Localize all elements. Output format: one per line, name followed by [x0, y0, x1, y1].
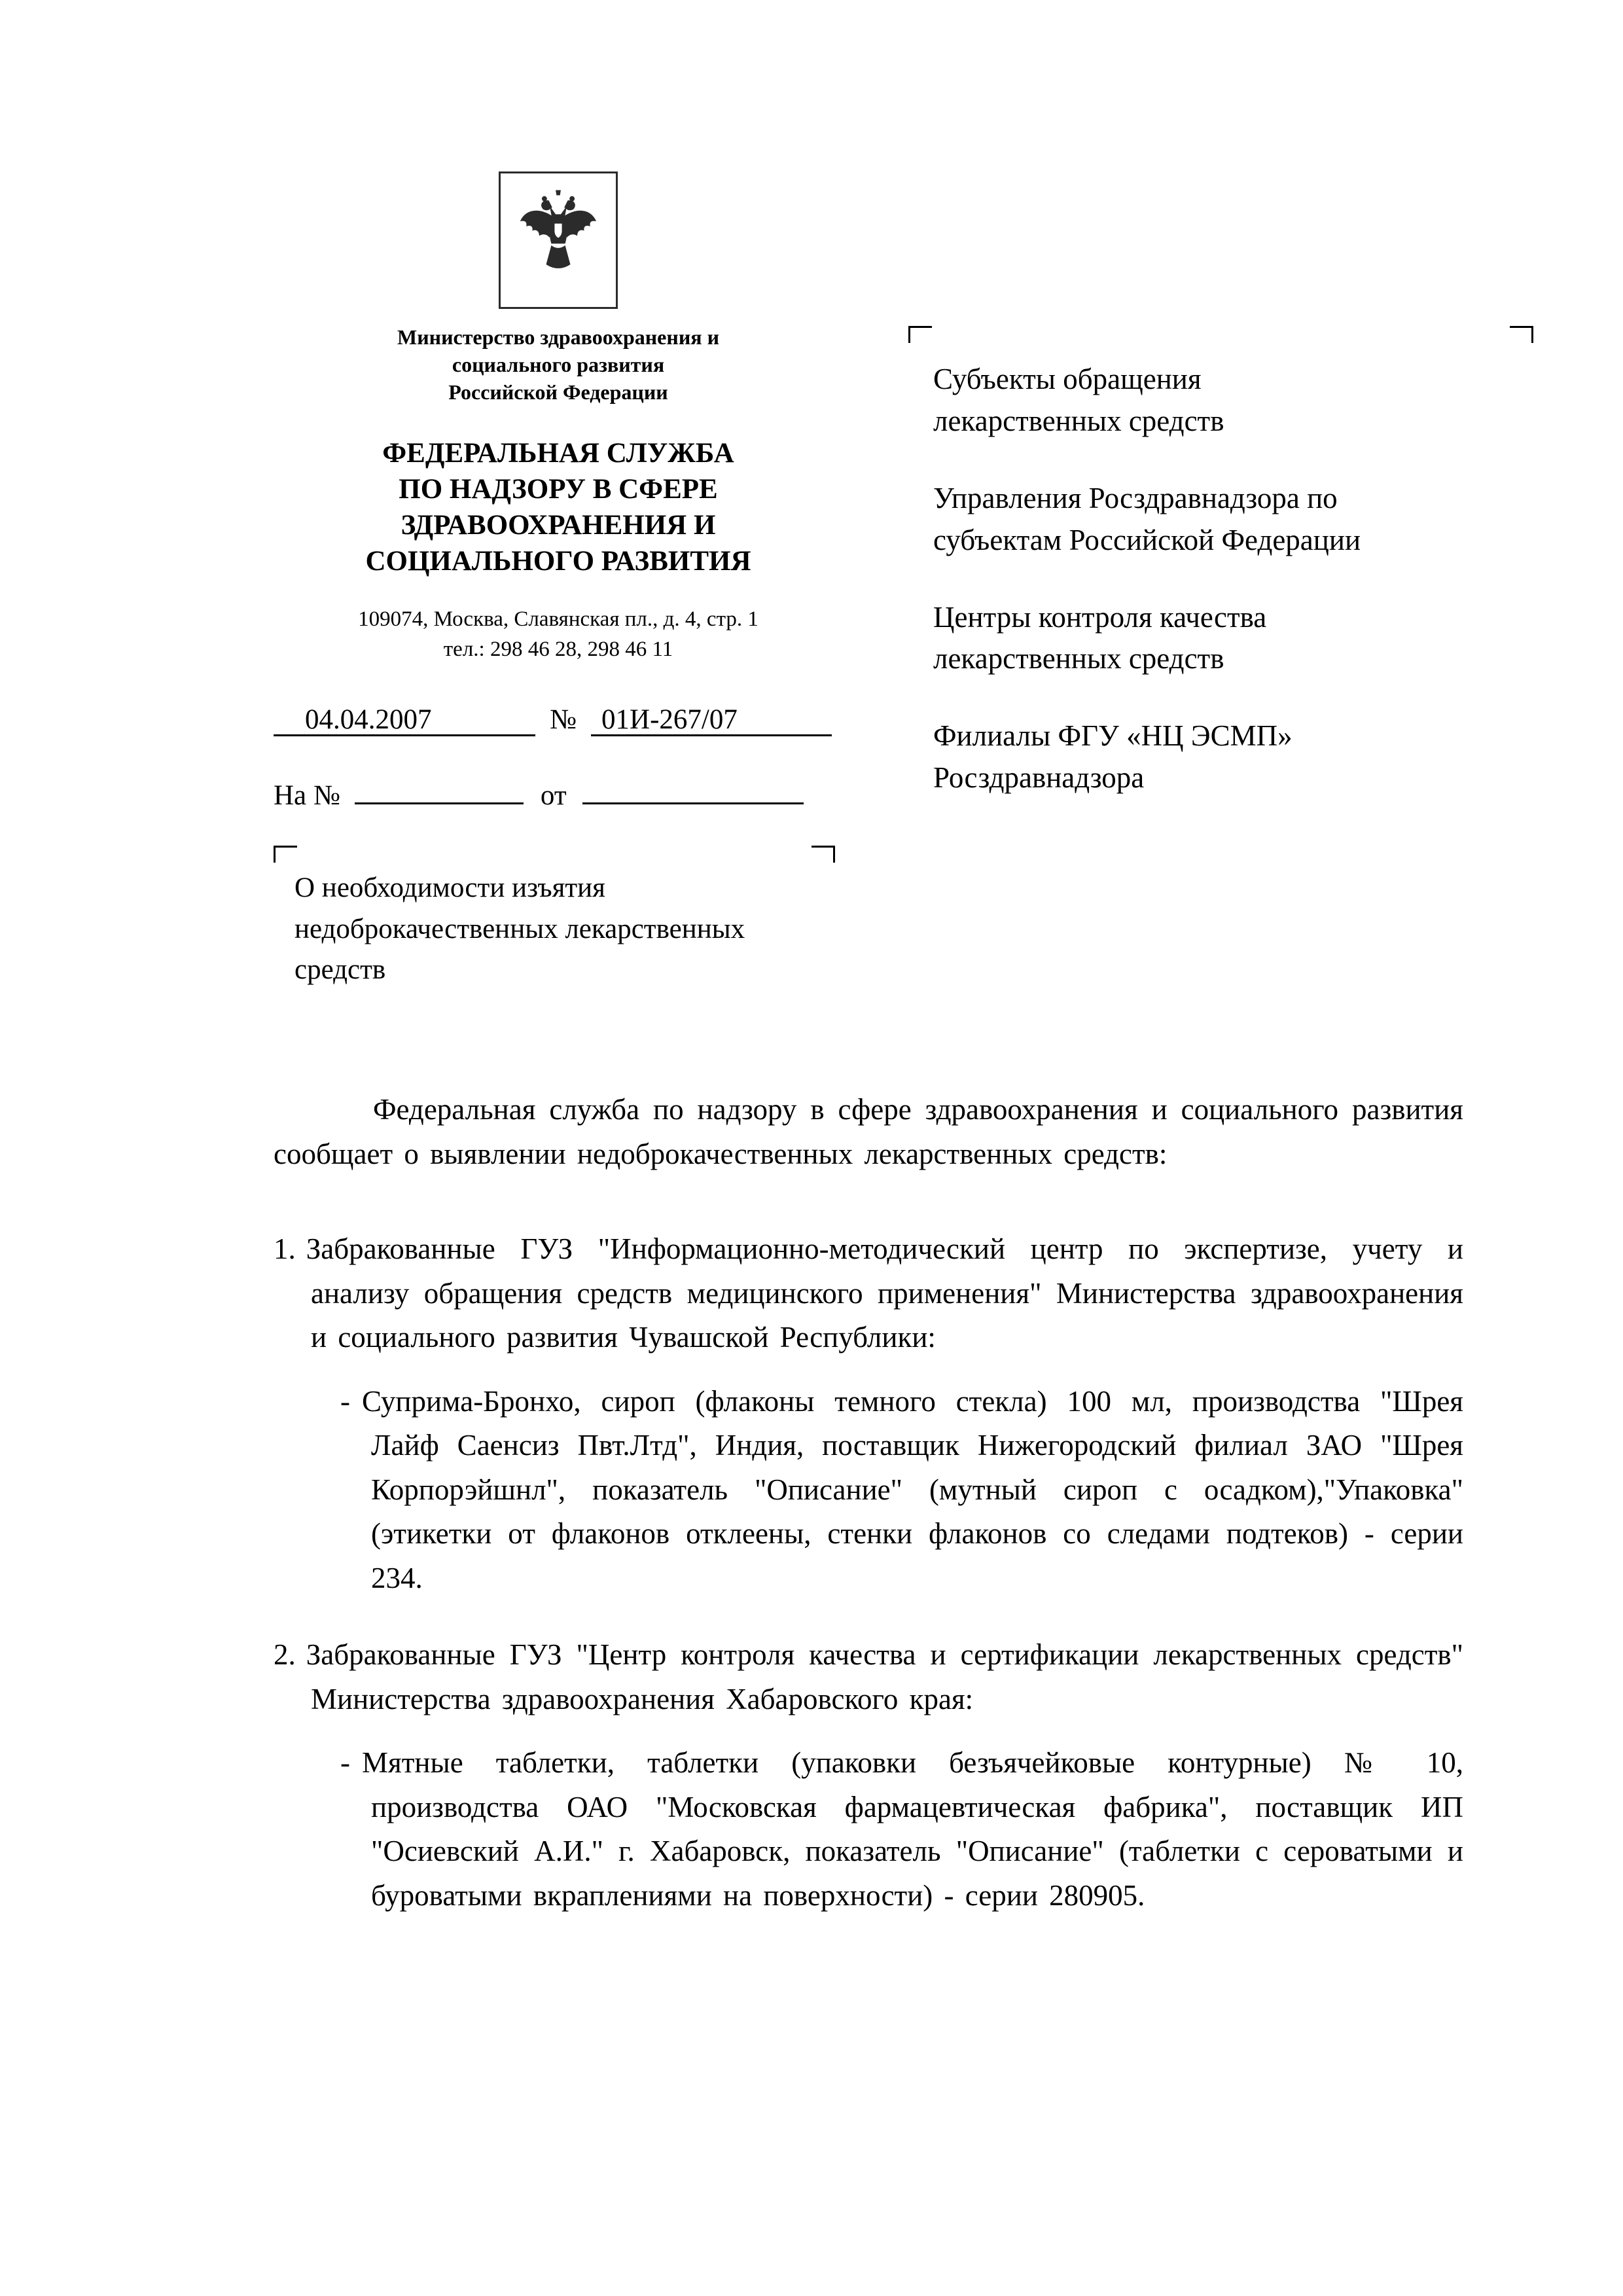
subject-zone	[274, 846, 835, 990]
recipient-line: Росздравнадзора	[933, 761, 1145, 795]
letter-date: 04.04.2007	[274, 704, 535, 736]
postal-address	[274, 604, 843, 664]
corner-mark-icon	[908, 326, 932, 343]
corner-mark-icon	[274, 846, 297, 863]
list-subitem	[340, 1380, 1463, 1601]
russian-coat-of-arms-icon	[515, 188, 601, 293]
letterhead-left-column	[274, 171, 843, 990]
item-text: Забракованные ГУЗ "Центр контроля качества и сертификации лекарственных средств" Министерства здравоохранения Хабаровского края:	[306, 1638, 1463, 1715]
dash-marker: -	[340, 1746, 350, 1779]
recipient-line: лекарственных средств	[933, 404, 1224, 437]
date-and-number-row	[274, 704, 843, 736]
reference-row	[274, 772, 843, 812]
subitem-text: Мятные таблетки, таблетки (упаковки безъячейковые контурные) № 10, производства ОАО "Московская фармацевтическая фабрика", поставщик ИП "Осиевский А.И." г. Хабаровск, показатель "Описание" (таблетки с сероватыми и буроватыми вкраплениями на поверхности) - серии 280905.	[362, 1746, 1463, 1912]
corner-mark-icon	[812, 846, 835, 863]
recipients-column	[908, 326, 1533, 834]
service-line: ПО НАДЗОРУ В СФЕРЕ	[399, 473, 718, 505]
recipient-group	[933, 597, 1533, 681]
ministry-name	[274, 323, 843, 406]
numbered-item	[274, 1633, 1463, 1721]
service-line: ЗДРАВООХРАНЕНИЯ И	[401, 509, 716, 541]
coat-of-arms-box	[499, 171, 618, 309]
ministry-line: Российской Федерации	[448, 380, 668, 404]
ministry-line: социального развития	[452, 353, 665, 377]
recipient-line: субъектам Российской Федерации	[933, 523, 1361, 556]
recipient-line: Центры контроля качества	[933, 600, 1267, 634]
service-line: СОЦИАЛЬНОГО РАЗВИТИЯ	[365, 545, 751, 577]
federal-service-name	[274, 435, 843, 579]
subitem-text: Суприма-Бронхо, сироп (флаконы темного стекла) 100 мл, производства "Шрея Лайф Саенсиз Пвт.Лтд", Индия, поставщик Нижегородский филиал ЗАО "Шрея Корпорэйшнл", показатель "Описание" (мутный сироп с осадком),"Упаковка" (этикетки от флаконов отклеены, стенки флаконов со следами подтеков) - серии 234.	[362, 1384, 1463, 1594]
recipient-line: Филиалы ФГУ «НЦ ЭСМП»	[933, 719, 1293, 753]
letter-number: 01И-267/07	[591, 704, 832, 736]
recipient-group	[933, 478, 1533, 562]
ref-number-blank	[355, 772, 524, 804]
service-line: ФЕДЕРАЛЬНАЯ СЛУЖБА	[382, 437, 734, 469]
letter-subject: О необходимости изъятия недоброкачественных лекарственных средств	[294, 872, 745, 985]
ministry-line: Министерство здравоохранения и	[397, 325, 719, 349]
recipient-group	[933, 359, 1533, 442]
dash-marker: -	[340, 1384, 350, 1418]
ref-date-blank	[582, 772, 804, 804]
item-number: 1.	[274, 1232, 296, 1265]
address-line: 109074, Москва, Славянская пл., д. 4, стр. 1	[358, 607, 758, 631]
recipient-line: Субъекты обращения	[933, 363, 1202, 395]
recipient-group	[933, 715, 1533, 799]
intro-paragraph: Федеральная служба по надзору в сфере здравоохранения и социального развития сообщает о выявлении недоброкачественных лекарственных средств:	[274, 1093, 1463, 1170]
number-sign: №	[550, 704, 577, 736]
numbered-item	[274, 1227, 1463, 1360]
corner-mark-icon	[1510, 326, 1533, 343]
list-subitem	[340, 1741, 1463, 1918]
recipients-zone	[908, 326, 1533, 799]
letter-body	[274, 1088, 1463, 1950]
recipient-line: лекарственных средств	[933, 642, 1224, 675]
phone-line: тел.: 298 46 28, 298 46 11	[443, 637, 673, 662]
ref-na-label: На №	[274, 780, 340, 812]
item-text: Забракованные ГУЗ "Информационно-методический центр по экспертизе, учету и анализу обращения средств медицинского применения" Министерства здравоохранения и социального развития Чувашской Республики:	[306, 1232, 1463, 1354]
ref-ot-label: от	[540, 780, 567, 812]
recipient-line: Управления Росздравнадзора по	[933, 481, 1338, 514]
item-number: 2.	[274, 1638, 296, 1671]
